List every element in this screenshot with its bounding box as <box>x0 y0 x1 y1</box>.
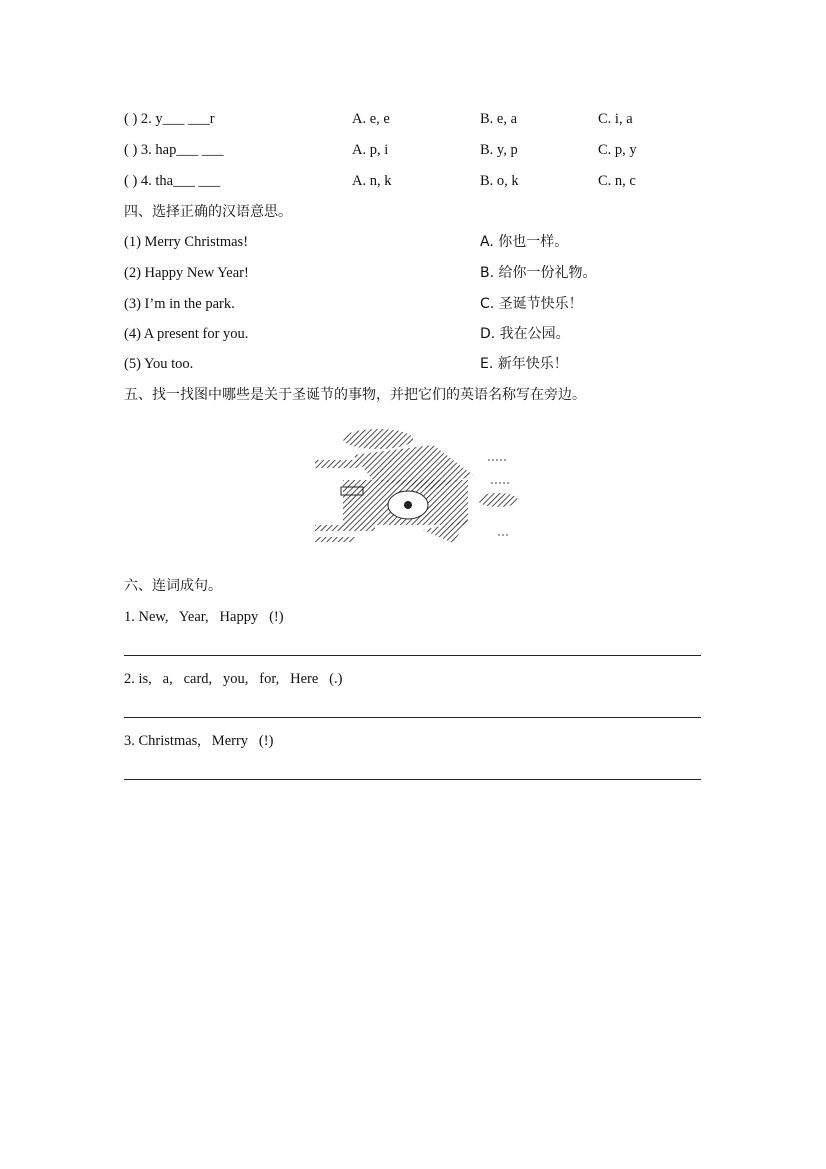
chinese-meaning: C. 圣诞节快乐！ <box>480 296 583 312</box>
answer-line <box>124 655 701 656</box>
question: ( ) 4. tha___ ___ <box>124 173 221 189</box>
chinese-meaning: B. 给你一份礼物。 <box>480 265 597 281</box>
option-c: C. i, a <box>598 111 633 127</box>
section-5-title: 五、找一找图中哪些是关于圣诞节的事物，并把它们的英语名称写在旁边。 <box>124 387 586 403</box>
option-a: A. e, e <box>352 111 390 127</box>
english-phrase: (4) A present for you. <box>124 326 249 342</box>
option-c: C. p, y <box>598 142 637 158</box>
chinese-meaning: E. 新年快乐！ <box>480 356 568 372</box>
chinese-meaning: D. 我在公园。 <box>480 326 570 342</box>
scrambled-sentence: 3. Christmas, Merry (!) <box>124 733 274 749</box>
answer-line <box>124 717 701 718</box>
option-b: B. o, k <box>480 173 519 189</box>
scrambled-sentence: 1. New, Year, Happy (!) <box>124 609 284 625</box>
english-phrase: (5) You too. <box>124 356 194 372</box>
option-b: B. y, p <box>480 142 518 158</box>
option-c: C. n, c <box>598 173 636 189</box>
question: ( ) 3. hap___ ___ <box>124 142 224 158</box>
scrambled-sentence: 2. is, a, card, you, for, Here (.) <box>124 671 343 687</box>
chinese-meaning: A. 你也一样。 <box>480 234 569 250</box>
option-a: A. n, k <box>352 173 392 189</box>
answer-line <box>124 779 701 780</box>
question: ( ) 2. y___ ___r <box>124 111 215 127</box>
english-phrase: (1) Merry Christmas! <box>124 234 249 250</box>
option-a: A. p, i <box>352 142 389 158</box>
section-4-title: 四、选择正确的汉语意思。 <box>124 204 292 220</box>
english-phrase: (3) I’m in the park. <box>124 296 235 312</box>
section-6-title: 六、连词成句。 <box>124 578 222 594</box>
option-b: B. e, a <box>480 111 518 127</box>
christmas-picture <box>313 425 523 547</box>
english-phrase: (2) Happy New Year! <box>124 265 249 281</box>
